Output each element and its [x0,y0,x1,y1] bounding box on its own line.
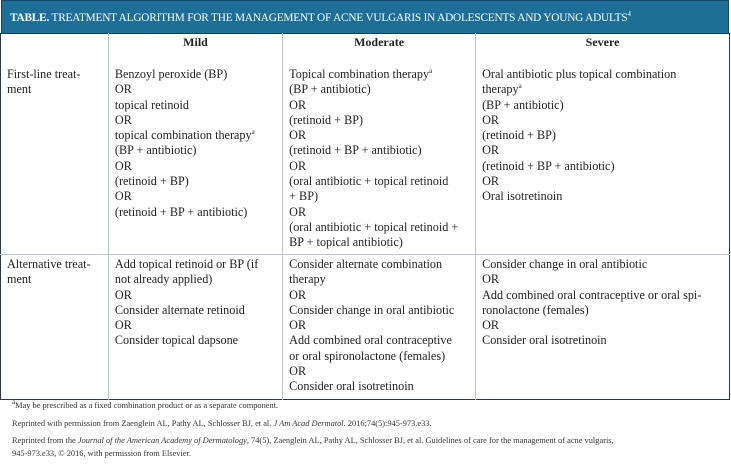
cell-line [289,272,469,287]
cell-line [115,113,276,128]
cell-text: OR [114,158,132,173]
acne-treatment-table [1,0,729,33]
cell-text: OR [289,204,307,219]
cell-text: (BP + antibiotic) [114,143,197,158]
cell-text: or oral spironolactone (females) [289,348,446,363]
cell-line [289,379,469,394]
cell-text: Add topical retinoid or BP (if [114,257,259,271]
cell-text: (retinoid + BP) [114,174,189,189]
title-text: TREATMENT ALGORITHM FOR THE MANAGEMENT OF ACNE VULGARIS IN ADOLESCENTS AND YOUNG ADULTS [49,12,628,24]
cell-line [289,303,469,318]
cell-line [115,303,276,318]
table-cell [283,255,476,400]
cell-text: not already applied) [114,272,213,287]
footnote-mark: a [12,398,16,407]
reprint-text: , 74(5), Zaenglein AL, Pathy AL, Schlosser BJ, et al. Guidelines of care for the management of acne vulgaris, [246,436,614,445]
row-label [1,255,109,400]
cell-text: Consider alternate retinoid [114,302,245,317]
row-label-line: ment [7,82,32,97]
cell-text: (oral antibiotic + topical retinoid + [289,219,459,234]
cell-line [482,257,723,272]
cell-text: Oral isotretinoin [482,189,563,204]
cell-text: OR [289,158,307,173]
cell-line [289,67,469,82]
cell-line [482,272,723,287]
table-row [1,65,730,255]
column-header [1,34,109,66]
footnote-text: May be prescribed as a fixed combination product or as a separate component. [15,401,279,410]
treatment-table [0,33,730,400]
cell-line [289,364,469,379]
reprint-note-1 [12,419,614,437]
cell-text: Benzoyl peroxide (BP) [114,67,228,81]
cell-line [482,113,723,128]
cell-line [115,67,276,82]
cell-line [289,159,469,174]
cell-text: OR [114,189,132,204]
cell-text: OR [114,112,132,127]
cell-line [115,189,276,204]
cell-line [115,333,276,348]
row-label-line: ment [7,272,32,287]
cell-line [482,143,723,158]
cell-text: (retinoid + BP + antibiotic) [114,204,248,219]
cell-text: OR [114,318,132,333]
cell-line [115,128,276,143]
title-label: TABLE. [10,12,50,24]
cell-line [115,82,276,97]
cell-text: (oral antibiotic + topical retinoid [289,174,449,189]
cell-line [289,143,469,158]
cell-text: OR [114,287,132,302]
table-cell [476,255,730,400]
cell-text: BP + topical antibiotic) [289,235,403,250]
cell-line [115,272,276,287]
cell-text: (retinoid + BP + antibiotic) [482,158,615,173]
cell-text: Topical combination therapy [289,67,430,81]
cell-text: Oral antibiotic plus topical combination [482,67,677,81]
cell-text: OR [482,272,500,287]
cell-text: Add combined oral contraceptive [289,333,452,348]
cell-text: Consider change in oral antibiotic [289,302,455,317]
footnote-marker: a [518,82,522,91]
cell-line [115,257,276,272]
cell-text: (retinoid + BP + antibiotic) [289,143,422,158]
reprint-text: Reprinted with permission from Zaenglein AL, Pathy AL, Schlosser BJ, et al. [12,418,274,428]
cell-line [115,159,276,174]
cell-line [289,288,469,303]
cell-line [289,318,469,333]
table-notes [12,398,614,467]
cell-text: OR [289,287,307,302]
cell-line [115,98,276,113]
row-label-line: First-line treat- [7,67,81,81]
reprint-note-2 [12,436,614,449]
cell-text: topical retinoid [114,97,190,112]
cell-text: OR [289,364,307,379]
cell-line [289,205,469,220]
cell-line [482,128,723,143]
column-header: Moderate [283,34,476,66]
cell-text: + BP) [289,189,319,204]
cell-text: (BP + antibiotic) [289,82,371,97]
cell-text: Consider oral isotretinoin [289,379,414,394]
cell-line [482,303,723,318]
table-row [1,255,730,400]
cell-text: (retinoid + BP) [482,128,556,143]
cell-text: Consider change in oral antibiotic [482,257,648,271]
table-cell [476,65,730,255]
footnote-marker: a [429,66,433,75]
cell-line [289,128,469,143]
cell-line [482,67,723,82]
journal-name: J Am Acad Dermatol [273,418,344,428]
table-cell [283,65,476,255]
cell-line [289,174,469,189]
table-title [1,0,729,33]
cell-text: ronolactone (females) [482,302,589,317]
cell-line [115,174,276,189]
cell-line [482,333,723,348]
cell-line [289,98,469,113]
cell-line [482,288,723,303]
cell-text: (BP + antibiotic) [482,97,564,112]
cell-text: OR [482,174,500,189]
column-header: Severe [476,34,730,66]
title-reference: 4 [627,10,631,19]
cell-text: OR [289,97,307,112]
cell-text: OR [289,128,307,143]
cell-line [482,159,723,174]
table-cell [108,255,282,400]
cell-line [482,98,723,113]
cell-text: Consider topical dapsone [114,333,239,348]
cell-line [115,288,276,303]
cell-text: Add combined oral contraceptive or oral spi- [482,287,702,302]
footnote-marker: a [251,128,255,137]
column-header: Mild [108,34,282,66]
cell-text: Consider alternate combination [289,257,443,271]
row-label-line: Alternative treat- [7,257,91,271]
footnote [12,398,614,419]
cell-line [289,349,469,364]
cell-text: Consider oral isotretinoin [482,333,607,348]
row-label [1,65,109,255]
reprint-note-2-continued: 945-973.e33, © 2016, with permission from Elsevier. [12,449,191,458]
cell-text: OR [114,82,132,97]
cell-line [289,220,469,235]
cell-text: OR [482,143,500,158]
cell-text: OR [482,318,500,333]
cell-text: therapy [289,272,326,287]
cell-line [289,189,469,204]
cell-line [482,189,723,204]
cell-line [482,82,723,97]
cell-line [115,143,276,158]
journal-name: Journal of the American Academy of Dermatology [77,436,247,445]
cell-text: therapy [482,82,519,97]
reprint-text: . 2016;74(5):945-973.e33. [343,418,432,428]
cell-line [482,318,723,333]
cell-line [289,82,469,97]
cell-line [115,205,276,220]
cell-text: (retinoid + BP) [289,112,364,127]
cell-text: OR [289,318,307,333]
cell-text: topical combination therapy [114,128,252,143]
cell-text: OR [482,112,500,127]
cell-line [482,174,723,189]
cell-line [289,257,469,272]
cell-line [289,113,469,128]
table-cell [108,65,282,255]
cell-line [289,235,469,250]
cell-line [289,333,469,348]
reprint-text: Reprinted from the [12,436,78,445]
cell-line [115,318,276,333]
